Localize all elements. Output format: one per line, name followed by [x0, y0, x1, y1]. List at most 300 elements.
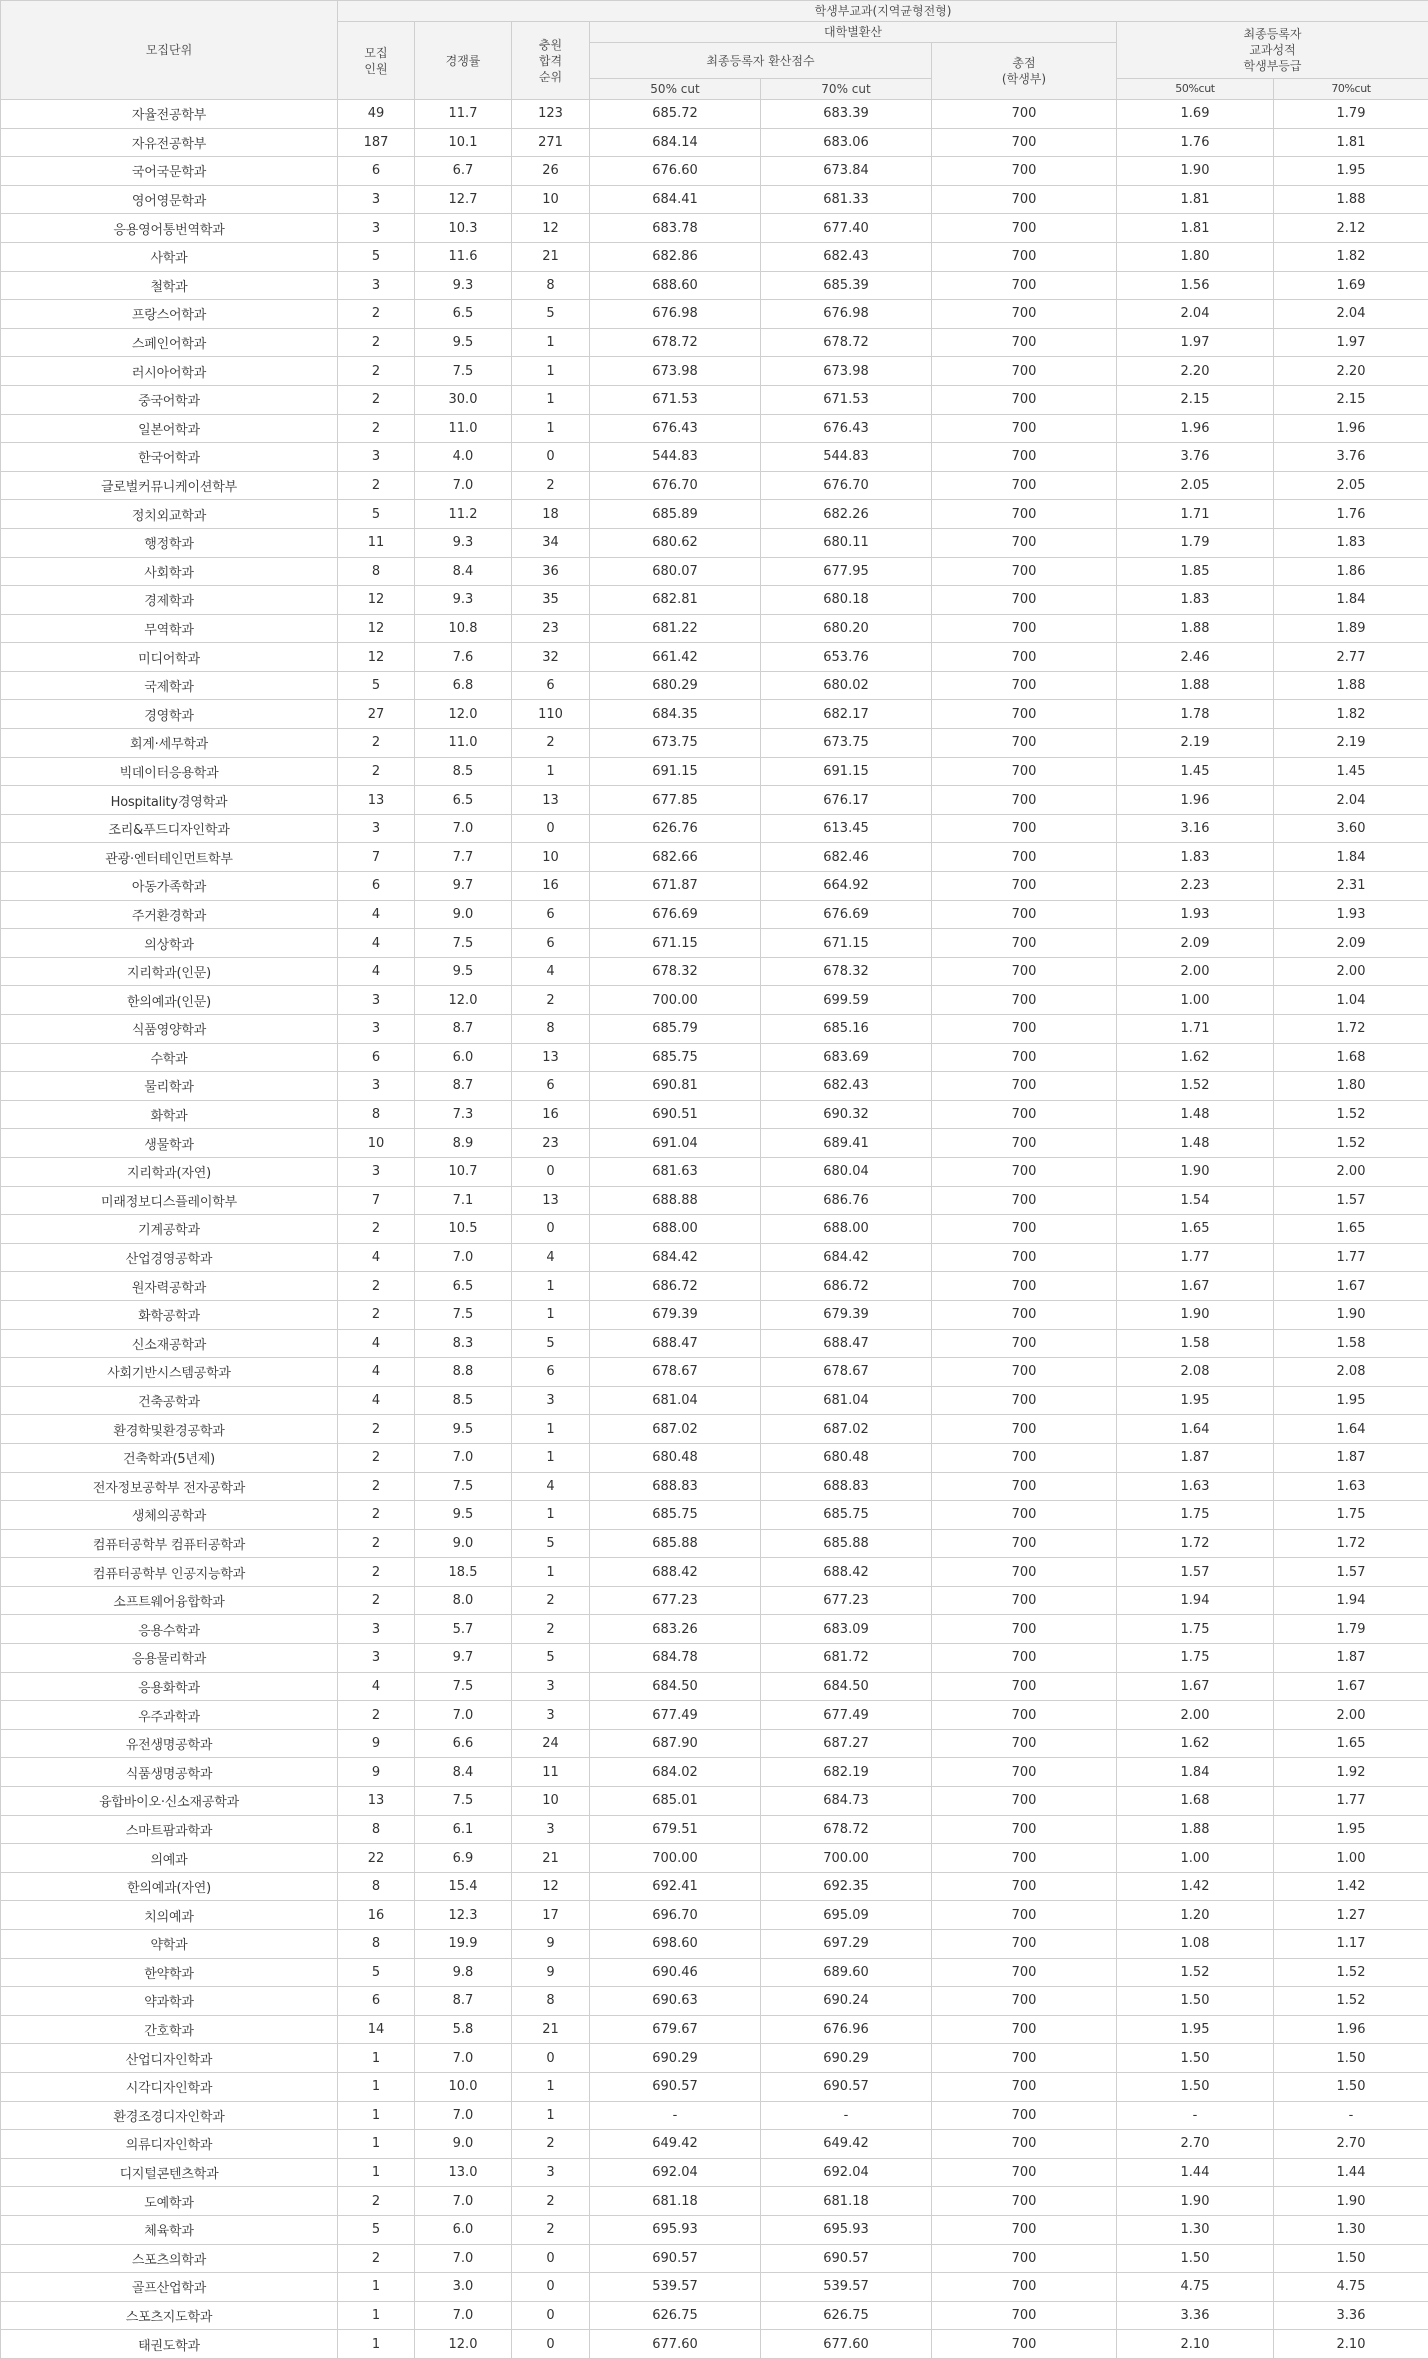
cell-cut50: 690.46 — [590, 1958, 761, 1987]
cell-extra-rank: 34 — [512, 528, 590, 557]
cell-extra-rank: 1 — [512, 385, 590, 414]
cell-total: 700 — [932, 929, 1117, 958]
cell-competition: 6.8 — [415, 671, 512, 700]
table-row — [1, 385, 1428, 414]
table-row — [1, 1243, 1428, 1272]
cell-grade70: 2.08 — [1274, 1358, 1428, 1387]
cell-dept: 행정학과 — [1, 528, 338, 557]
cell-grade70: 1.52 — [1274, 1987, 1428, 2016]
cell-dept: 응용화학과 — [1, 1672, 338, 1701]
cell-total: 700 — [932, 1558, 1117, 1587]
cell-quota: 7 — [338, 843, 415, 872]
cell-grade50: 1.68 — [1117, 1787, 1274, 1816]
table-row — [1, 1186, 1428, 1215]
cell-grade70: 1.44 — [1274, 2158, 1428, 2187]
cell-cut70: 626.75 — [761, 2301, 932, 2330]
cell-cut70: 676.69 — [761, 900, 932, 929]
cell-dept: 의류디자인학과 — [1, 2130, 338, 2159]
cell-cut70: 690.57 — [761, 2072, 932, 2101]
cell-extra-rank: 0 — [512, 2044, 590, 2073]
cell-competition: 7.0 — [415, 2187, 512, 2216]
cell-grade70: 1.63 — [1274, 1472, 1428, 1501]
cell-competition: 18.5 — [415, 1558, 512, 1587]
cell-dept: 컴퓨터공학부 인공지능학과 — [1, 1558, 338, 1587]
cell-extra-rank: 1 — [512, 1272, 590, 1301]
cell-grade70: 1.67 — [1274, 1672, 1428, 1701]
cell-grade50: 1.79 — [1117, 528, 1274, 557]
cell-cut70: 695.09 — [761, 1901, 932, 1930]
cell-grade70: 1.88 — [1274, 185, 1428, 214]
cell-cut70: 691.15 — [761, 757, 932, 786]
cell-quota: 8 — [338, 1815, 415, 1844]
cell-extra-rank: 123 — [512, 100, 590, 129]
cell-quota: 3 — [338, 271, 415, 300]
cell-quota: 6 — [338, 1987, 415, 2016]
cell-quota: 9 — [338, 1758, 415, 1787]
cell-extra-rank: 3 — [512, 2158, 590, 2187]
cell-extra-rank: 4 — [512, 957, 590, 986]
cell-grade70: 3.36 — [1274, 2301, 1428, 2330]
cell-grade70: 1.27 — [1274, 1901, 1428, 1930]
cell-quota: 11 — [338, 528, 415, 557]
cell-dept: 건축학과(5년제) — [1, 1443, 338, 1472]
cell-dept: 컴퓨터공학부 컴퓨터공학과 — [1, 1529, 338, 1558]
cell-total: 700 — [932, 1729, 1117, 1758]
cell-dept: 시각디자인학과 — [1, 2072, 338, 2101]
cell-grade70: 2.05 — [1274, 471, 1428, 500]
cell-grade50: 2.10 — [1117, 2330, 1274, 2359]
cell-dept: 국어국문학과 — [1, 157, 338, 186]
cell-total: 700 — [932, 2158, 1117, 2187]
cell-cut50: 680.48 — [590, 1443, 761, 1472]
cell-competition: 9.5 — [415, 957, 512, 986]
cell-extra-rank: 16 — [512, 872, 590, 901]
cell-grade50: 1.52 — [1117, 1072, 1274, 1101]
cell-grade50: 1.97 — [1117, 328, 1274, 357]
cell-grade70: 1.64 — [1274, 1415, 1428, 1444]
cell-cut70: 677.49 — [761, 1701, 932, 1730]
cell-dept: 디지털콘텐츠학과 — [1, 2158, 338, 2187]
cell-cut70: 690.29 — [761, 2044, 932, 2073]
table-row — [1, 300, 1428, 329]
cell-total: 700 — [932, 1672, 1117, 1701]
cell-cut50: 685.88 — [590, 1529, 761, 1558]
cell-grade70: 1.65 — [1274, 1729, 1428, 1758]
cell-total: 700 — [932, 986, 1117, 1015]
table-row — [1, 2273, 1428, 2302]
table-row — [1, 1300, 1428, 1329]
cell-cut70: 686.76 — [761, 1186, 932, 1215]
header-univ-conv: 대학별환산 — [590, 22, 1117, 43]
cell-grade50: 1.67 — [1117, 1272, 1274, 1301]
cell-competition: 7.6 — [415, 643, 512, 672]
cell-dept: 지리학과(자연) — [1, 1157, 338, 1186]
cell-extra-rank: 2 — [512, 2130, 590, 2159]
table-row — [1, 2187, 1428, 2216]
cell-dept: 건축공학과 — [1, 1386, 338, 1415]
table-row — [1, 586, 1428, 615]
cell-extra-rank: 11 — [512, 1758, 590, 1787]
cell-cut70: 676.96 — [761, 2015, 932, 2044]
cell-extra-rank: 12 — [512, 1872, 590, 1901]
cell-cut70: 685.88 — [761, 1529, 932, 1558]
cell-competition: 10.3 — [415, 214, 512, 243]
cell-cut50: 685.89 — [590, 500, 761, 529]
cell-extra-rank: 2 — [512, 2187, 590, 2216]
cell-total: 700 — [932, 1701, 1117, 1730]
cell-competition: 9.8 — [415, 1958, 512, 1987]
cell-quota: 13 — [338, 786, 415, 815]
cell-cut50: 690.57 — [590, 2244, 761, 2273]
cell-dept: 산업경영공학과 — [1, 1243, 338, 1272]
cell-dept: 식품생명공학과 — [1, 1758, 338, 1787]
cell-cut50: 692.41 — [590, 1872, 761, 1901]
cell-competition: 7.0 — [415, 1443, 512, 1472]
cell-grade70: 2.15 — [1274, 385, 1428, 414]
cell-grade50: 2.46 — [1117, 643, 1274, 672]
cell-total: 700 — [932, 128, 1117, 157]
cell-grade70: 1.76 — [1274, 500, 1428, 529]
cell-dept: 경제학과 — [1, 586, 338, 615]
cell-competition: 9.3 — [415, 586, 512, 615]
cell-cut50: 688.88 — [590, 1186, 761, 1215]
cell-extra-rank: 0 — [512, 1157, 590, 1186]
cell-dept: 글로벌커뮤니케이션학부 — [1, 471, 338, 500]
cell-dept: 의예과 — [1, 1844, 338, 1873]
cell-competition: 9.7 — [415, 872, 512, 901]
cell-competition: 7.5 — [415, 1787, 512, 1816]
cell-grade50: 1.95 — [1117, 2015, 1274, 2044]
cell-total: 700 — [932, 1186, 1117, 1215]
cell-grade50: 1.94 — [1117, 1586, 1274, 1615]
cell-cut70: 682.19 — [761, 1758, 932, 1787]
cell-grade50: 1.50 — [1117, 1987, 1274, 2016]
cell-extra-rank: 2 — [512, 471, 590, 500]
cell-grade50: 1.52 — [1117, 1958, 1274, 1987]
cell-cut50: 682.81 — [590, 586, 761, 615]
cell-cut70: 690.24 — [761, 1987, 932, 2016]
cell-grade70: 1.57 — [1274, 1186, 1428, 1215]
cell-grade50: 1.42 — [1117, 1872, 1274, 1901]
cell-competition: 7.1 — [415, 1186, 512, 1215]
cell-grade50: 1.90 — [1117, 2187, 1274, 2216]
cell-extra-rank: 3 — [512, 1701, 590, 1730]
cell-grade50: 1.72 — [1117, 1529, 1274, 1558]
cell-dept: 도예학과 — [1, 2187, 338, 2216]
table-row — [1, 2215, 1428, 2244]
table-row — [1, 1501, 1428, 1530]
cell-cut50: 671.15 — [590, 929, 761, 958]
cell-total: 700 — [932, 357, 1117, 386]
cell-cut70: 684.73 — [761, 1787, 932, 1816]
cell-quota: 1 — [338, 2158, 415, 2187]
cell-grade70: 2.09 — [1274, 929, 1428, 958]
cell-quota: 2 — [338, 1415, 415, 1444]
cell-grade70: 1.88 — [1274, 671, 1428, 700]
cell-quota: 4 — [338, 900, 415, 929]
cell-grade70: 1.82 — [1274, 700, 1428, 729]
cell-cut70: 673.84 — [761, 157, 932, 186]
cell-competition: 8.9 — [415, 1129, 512, 1158]
cell-cut70: 692.04 — [761, 2158, 932, 2187]
cell-competition: 7.0 — [415, 2044, 512, 2073]
cell-grade70: 2.20 — [1274, 357, 1428, 386]
cell-extra-rank: 2 — [512, 986, 590, 1015]
cell-grade70: 1.83 — [1274, 528, 1428, 557]
table-row — [1, 900, 1428, 929]
cell-dept: 지리학과(인문) — [1, 957, 338, 986]
cell-cut50: 692.04 — [590, 2158, 761, 2187]
cell-cut70: 690.32 — [761, 1100, 932, 1129]
cell-total: 700 — [932, 2187, 1117, 2216]
cell-grade70: 1.57 — [1274, 1558, 1428, 1587]
cell-competition: 7.0 — [415, 814, 512, 843]
cell-quota: 1 — [338, 2330, 415, 2359]
cell-total: 700 — [932, 2130, 1117, 2159]
cell-total: 700 — [932, 1501, 1117, 1530]
cell-quota: 2 — [338, 1501, 415, 1530]
cell-grade50: 1.50 — [1117, 2044, 1274, 2073]
cell-cut50: 681.18 — [590, 2187, 761, 2216]
cell-cut70: 688.00 — [761, 1215, 932, 1244]
cell-competition: 8.7 — [415, 1015, 512, 1044]
cell-extra-rank: 1 — [512, 328, 590, 357]
table-row — [1, 986, 1428, 1015]
cell-cut50: 680.07 — [590, 557, 761, 586]
cell-dept: 관광·엔터테인먼트학부 — [1, 843, 338, 872]
table-row — [1, 185, 1428, 214]
cell-dept: 생물학과 — [1, 1129, 338, 1158]
cell-grade50: 1.88 — [1117, 614, 1274, 643]
table-row — [1, 1901, 1428, 1930]
cell-quota: 2 — [338, 1558, 415, 1587]
cell-cut50: 687.02 — [590, 1415, 761, 1444]
table-row — [1, 1758, 1428, 1787]
table-row — [1, 2158, 1428, 2187]
cell-dept: 주거환경학과 — [1, 900, 338, 929]
cell-extra-rank: 1 — [512, 1300, 590, 1329]
cell-competition: 7.0 — [415, 2101, 512, 2130]
cell-extra-rank: 12 — [512, 214, 590, 243]
cell-grade50: 1.75 — [1117, 1501, 1274, 1530]
cell-cut50: 626.75 — [590, 2301, 761, 2330]
cell-quota: 22 — [338, 1844, 415, 1873]
table-row — [1, 1272, 1428, 1301]
cell-quota: 3 — [338, 1615, 415, 1644]
cell-grade70: 1.52 — [1274, 1100, 1428, 1129]
cell-cut50: 685.01 — [590, 1787, 761, 1816]
cell-grade50: 1.54 — [1117, 1186, 1274, 1215]
cell-extra-rank: 1 — [512, 1443, 590, 1472]
table-row — [1, 614, 1428, 643]
cell-competition: 6.0 — [415, 2215, 512, 2244]
cell-quota: 16 — [338, 1901, 415, 1930]
cell-dept: 환경조경디자인학과 — [1, 2101, 338, 2130]
cell-grade70: 1.58 — [1274, 1329, 1428, 1358]
cell-quota: 2 — [338, 328, 415, 357]
cell-grade70: 1.67 — [1274, 1272, 1428, 1301]
cell-cut50: 677.85 — [590, 786, 761, 815]
cell-grade50: 2.00 — [1117, 1701, 1274, 1730]
cell-extra-rank: 10 — [512, 843, 590, 872]
cell-quota: 3 — [338, 443, 415, 472]
cell-extra-rank: 21 — [512, 2015, 590, 2044]
cell-grade50: 1.80 — [1117, 242, 1274, 271]
cell-grade70: 1.00 — [1274, 1844, 1428, 1873]
cell-total: 700 — [932, 2015, 1117, 2044]
cell-competition: 11.0 — [415, 729, 512, 758]
cell-cut70: 664.92 — [761, 872, 932, 901]
table-row — [1, 1615, 1428, 1644]
cell-competition: 9.0 — [415, 2130, 512, 2159]
cell-quota: 2 — [338, 1215, 415, 1244]
table-row — [1, 100, 1428, 129]
cell-grade50: 1.30 — [1117, 2215, 1274, 2244]
cell-grade50: 2.19 — [1117, 729, 1274, 758]
cell-quota: 6 — [338, 1043, 415, 1072]
cell-extra-rank: 6 — [512, 671, 590, 700]
cell-grade70: 1.65 — [1274, 1215, 1428, 1244]
cell-grade70: 1.77 — [1274, 1243, 1428, 1272]
table-row — [1, 2044, 1428, 2073]
cell-competition: 10.8 — [415, 614, 512, 643]
cell-dept: 무역학과 — [1, 614, 338, 643]
cell-quota: 6 — [338, 157, 415, 186]
cell-quota: 2 — [338, 1472, 415, 1501]
cell-quota: 2 — [338, 1443, 415, 1472]
cell-cut70: 677.23 — [761, 1586, 932, 1615]
cell-grade50: 1.93 — [1117, 900, 1274, 929]
cell-total: 700 — [932, 2273, 1117, 2302]
cell-grade70: 1.80 — [1274, 1072, 1428, 1101]
cell-extra-rank: 5 — [512, 300, 590, 329]
cell-quota: 1 — [338, 2044, 415, 2073]
cell-cut50: 661.42 — [590, 643, 761, 672]
cell-cut70: 685.39 — [761, 271, 932, 300]
cell-cut50: 684.35 — [590, 700, 761, 729]
table-row — [1, 729, 1428, 758]
cell-total: 700 — [932, 1787, 1117, 1816]
cell-cut50: 690.57 — [590, 2072, 761, 2101]
cell-cut50: 677.60 — [590, 2330, 761, 2359]
cell-cut50: 676.60 — [590, 157, 761, 186]
cell-competition: 12.0 — [415, 2330, 512, 2359]
cell-total: 700 — [932, 1958, 1117, 1987]
cell-grade70: 1.72 — [1274, 1529, 1428, 1558]
table-row — [1, 1958, 1428, 1987]
cell-quota: 5 — [338, 2215, 415, 2244]
cell-total: 700 — [932, 414, 1117, 443]
cell-quota: 8 — [338, 1100, 415, 1129]
table-row — [1, 1129, 1428, 1158]
cell-cut70: 684.50 — [761, 1672, 932, 1701]
cell-grade70: 1.87 — [1274, 1644, 1428, 1673]
cell-competition: 8.8 — [415, 1358, 512, 1387]
cell-dept: 중국어학과 — [1, 385, 338, 414]
cell-cut50: 695.93 — [590, 2215, 761, 2244]
cell-grade70: 1.95 — [1274, 157, 1428, 186]
cell-cut70: 677.60 — [761, 2330, 932, 2359]
cell-quota: 1 — [338, 2130, 415, 2159]
table-header — [1, 1, 1428, 100]
cell-quota: 5 — [338, 500, 415, 529]
cell-grade70: 1.52 — [1274, 1129, 1428, 1158]
table-row — [1, 757, 1428, 786]
cell-dept: Hospitality경영학과 — [1, 786, 338, 815]
table-row — [1, 957, 1428, 986]
cell-cut50: 690.63 — [590, 1987, 761, 2016]
table-row — [1, 2330, 1428, 2359]
table-row — [1, 2244, 1428, 2273]
cell-cut70: 688.83 — [761, 1472, 932, 1501]
cell-total: 700 — [932, 1015, 1117, 1044]
cell-cut50: 681.04 — [590, 1386, 761, 1415]
cell-dept: 환경학및환경공학과 — [1, 1415, 338, 1444]
cell-cut50: 686.72 — [590, 1272, 761, 1301]
cell-total: 700 — [932, 500, 1117, 529]
cell-grade50: 1.78 — [1117, 700, 1274, 729]
table-row — [1, 1043, 1428, 1072]
cell-grade70: 1.95 — [1274, 1815, 1428, 1844]
cell-cut50: 678.72 — [590, 328, 761, 357]
cell-competition: 7.5 — [415, 1300, 512, 1329]
cell-quota: 5 — [338, 671, 415, 700]
cell-cut70: 687.02 — [761, 1415, 932, 1444]
table-row — [1, 271, 1428, 300]
cell-grade50: - — [1117, 2101, 1274, 2130]
cell-dept: 정치외교학과 — [1, 500, 338, 529]
cell-extra-rank: 35 — [512, 586, 590, 615]
cell-cut70: 676.43 — [761, 414, 932, 443]
cell-grade70: 1.81 — [1274, 128, 1428, 157]
table-row — [1, 128, 1428, 157]
cell-quota: 5 — [338, 1958, 415, 1987]
cell-extra-rank: 4 — [512, 1243, 590, 1272]
cell-cut50: 677.23 — [590, 1586, 761, 1615]
cell-grade50: 1.67 — [1117, 1672, 1274, 1701]
cell-extra-rank: 13 — [512, 786, 590, 815]
cell-quota: 3 — [338, 1072, 415, 1101]
header-total: 총점 (학생부) — [932, 43, 1117, 100]
cell-grade50: 4.75 — [1117, 2273, 1274, 2302]
cell-competition: 6.5 — [415, 300, 512, 329]
cell-extra-rank: 24 — [512, 1729, 590, 1758]
cell-total: 700 — [932, 1815, 1117, 1844]
table-row — [1, 929, 1428, 958]
cell-competition: 9.3 — [415, 528, 512, 557]
cell-total: 700 — [932, 271, 1117, 300]
cell-dept: 체육학과 — [1, 2215, 338, 2244]
table-row — [1, 2301, 1428, 2330]
cell-quota: 2 — [338, 1529, 415, 1558]
cell-quota: 1 — [338, 2072, 415, 2101]
cell-grade70: 1.79 — [1274, 1615, 1428, 1644]
cell-total: 700 — [932, 2330, 1117, 2359]
cell-cut70: 683.06 — [761, 128, 932, 157]
cell-grade70: 1.87 — [1274, 1443, 1428, 1472]
cell-grade70: 1.89 — [1274, 614, 1428, 643]
cell-extra-rank: 23 — [512, 1129, 590, 1158]
cell-grade50: 1.00 — [1117, 1844, 1274, 1873]
cell-extra-rank: 13 — [512, 1043, 590, 1072]
cell-grade70: 1.97 — [1274, 328, 1428, 357]
cell-total: 700 — [932, 1615, 1117, 1644]
cell-competition: 12.3 — [415, 1901, 512, 1930]
cell-competition: 7.5 — [415, 357, 512, 386]
cell-quota: 2 — [338, 300, 415, 329]
table-row — [1, 872, 1428, 901]
cell-extra-rank: 1 — [512, 1415, 590, 1444]
